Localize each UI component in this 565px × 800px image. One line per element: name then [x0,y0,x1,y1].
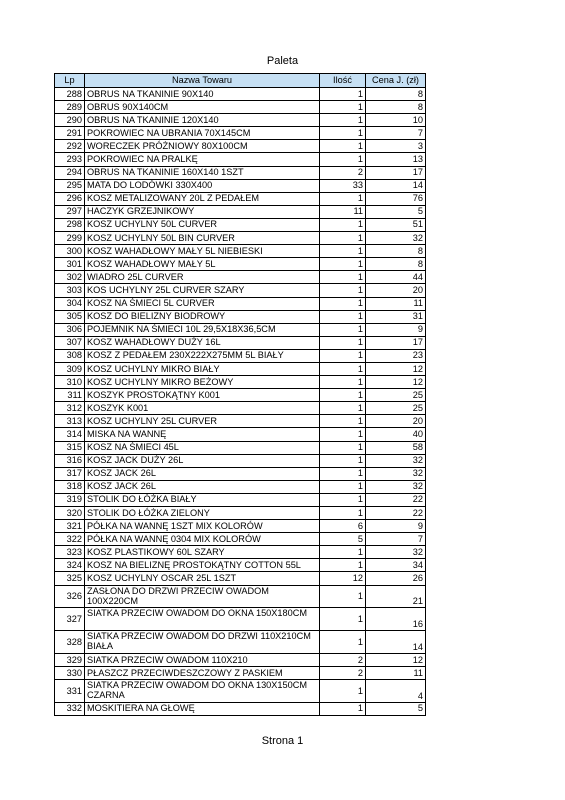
cell-price: 32 [366,467,426,480]
table-row [55,667,426,680]
table-row [55,258,426,271]
cell-name: OBRUS NA TKANINIE 160X140 1SZT [85,166,320,179]
table-row [55,441,426,454]
cell-lp: 313 [55,415,85,428]
table-row [55,127,426,140]
cell-name: MATA DO LODÓWKI 330X400 [85,179,320,192]
table-row [55,336,426,349]
cell-price: 9 [366,520,426,533]
cell-name: ZASŁONA DO DRZWI PRZECIW OWADOM 100X220CM [85,585,320,608]
cell-price: 5 [366,702,426,715]
cell-lp: 289 [55,101,85,114]
table-row [55,349,426,362]
cell-lp: 305 [55,310,85,323]
cell-price: 8 [366,88,426,101]
cell-qty: 1 [320,362,366,375]
cell-qty: 1 [320,402,366,415]
table-row [55,480,426,493]
cell-name: KOSZ UCHYLNY OSCAR 25L 1SZT [85,572,320,585]
table-row [55,297,426,310]
cell-lp: 319 [55,493,85,506]
cell-name: KOSZ JACK DUŻY 26L [85,454,320,467]
cell-price: 14 [366,631,426,654]
table-row [55,631,426,654]
cell-price: 20 [366,284,426,297]
column-header-name: Nazwa Towaru [85,74,320,88]
table-row [55,428,426,441]
table-row [55,493,426,506]
table-row [55,140,426,153]
cell-name: SIATKA PRZECIW OWADOM 110X210 [85,653,320,666]
cell-name: KOSZ WAHADŁOWY DUŻY 16L [85,336,320,349]
cell-price: 13 [366,153,426,166]
table-row [55,114,426,127]
cell-name: POKROWIEC NA UBRANIA 70X145CM [85,127,320,140]
cell-lp: 331 [55,680,85,703]
cell-qty: 12 [320,572,366,585]
table-row [55,232,426,245]
cell-price: 25 [366,389,426,402]
table-row [55,88,426,101]
cell-name: POKROWIEC NA PRALKĘ [85,153,320,166]
cell-price: 76 [366,192,426,205]
cell-name: KOSZ NA ŚMIECI 5L CURVER [85,297,320,310]
cell-lp: 295 [55,179,85,192]
table-row [55,323,426,336]
cell-qty: 11 [320,205,366,218]
cell-name: STOLIK DO ŁÓŻKA BIAŁY [85,493,320,506]
cell-qty: 1 [320,389,366,402]
cell-qty: 1 [320,680,366,703]
table-row [55,166,426,179]
cell-price: 7 [366,127,426,140]
cell-name: SIATKA PRZECIW OWADOM DO OKNA 150X180CM [85,608,320,631]
cell-lp: 329 [55,653,85,666]
cell-lp: 311 [55,389,85,402]
cell-lp: 309 [55,362,85,375]
cell-qty: 1 [320,88,366,101]
table-row [55,245,426,258]
cell-price: 44 [366,271,426,284]
products-table [54,73,426,716]
cell-lp: 310 [55,376,85,389]
cell-price: 12 [366,362,426,375]
table-row [55,507,426,520]
cell-lp: 314 [55,428,85,441]
cell-lp: 327 [55,608,85,631]
table-header-row [55,74,426,88]
cell-lp: 330 [55,667,85,680]
cell-name: KOSZ WAHADŁOWY MAŁY 5L [85,258,320,271]
cell-price: 31 [366,310,426,323]
cell-price: 17 [366,336,426,349]
cell-lp: 317 [55,467,85,480]
cell-price: 25 [366,402,426,415]
cell-price: 40 [366,428,426,441]
table-row [55,680,426,703]
cell-name: KOSZ PLASTIKOWY 60L SZARY [85,546,320,559]
cell-lp: 324 [55,559,85,572]
cell-qty: 1 [320,631,366,654]
cell-qty: 1 [320,559,366,572]
cell-qty: 1 [320,441,366,454]
table-row [55,218,426,231]
cell-price: 32 [366,232,426,245]
cell-qty: 6 [320,520,366,533]
cell-name: KOSZ DO BIELIZNY BIODROWY [85,310,320,323]
cell-price: 20 [366,415,426,428]
cell-lp: 298 [55,218,85,231]
cell-qty: 2 [320,166,366,179]
cell-name: KOSZ JACK 26L [85,467,320,480]
cell-qty: 1 [320,702,366,715]
cell-name: KOSZ UCHYLNY 25L CURVER [85,415,320,428]
cell-lp: 326 [55,585,85,608]
cell-qty: 1 [320,585,366,608]
cell-lp: 320 [55,507,85,520]
table-row [55,585,426,608]
cell-price: 5 [366,205,426,218]
table-row [55,546,426,559]
cell-name: OBRUS 90X140CM [85,101,320,114]
cell-lp: 291 [55,127,85,140]
cell-price: 32 [366,480,426,493]
cell-name: OBRUS NA TKANINIE 120X140 [85,114,320,127]
cell-qty: 2 [320,653,366,666]
cell-price: 21 [366,585,426,608]
table-row [55,376,426,389]
cell-name: KOSZYK K001 [85,402,320,415]
cell-name: OBRUS NA TKANINIE 90X140 [85,88,320,101]
table-row [55,310,426,323]
cell-name: KOSZ UCHYLNY MIKRO BIAŁY [85,362,320,375]
cell-lp: 296 [55,192,85,205]
cell-lp: 293 [55,153,85,166]
table-row [55,284,426,297]
cell-lp: 303 [55,284,85,297]
table-row [55,653,426,666]
cell-qty: 1 [320,415,366,428]
cell-lp: 294 [55,166,85,179]
cell-price: 11 [366,667,426,680]
table-row [55,271,426,284]
table-row [55,402,426,415]
cell-name: PÓŁKA NA WANNĘ 1SZT MIX KOLORÓW [85,520,320,533]
cell-qty: 2 [320,667,366,680]
cell-qty: 1 [320,608,366,631]
cell-lp: 304 [55,297,85,310]
cell-price: 11 [366,297,426,310]
cell-qty: 1 [320,258,366,271]
cell-qty: 1 [320,323,366,336]
cell-qty: 1 [320,454,366,467]
cell-lp: 299 [55,232,85,245]
table-row [55,153,426,166]
cell-price: 10 [366,114,426,127]
cell-name: KOSZYK PROSTOKĄTNY K001 [85,389,320,402]
cell-qty: 1 [320,493,366,506]
cell-name: MOSKITIERA NA GŁOWĘ [85,702,320,715]
cell-lp: 318 [55,480,85,493]
cell-qty: 1 [320,192,366,205]
cell-name: PŁASZCZ PRZECIWDESZCZOWY Z PASKIEM [85,667,320,680]
cell-qty: 1 [320,546,366,559]
table-row [55,415,426,428]
cell-price: 51 [366,218,426,231]
cell-qty: 1 [320,127,366,140]
table-row [55,702,426,715]
cell-lp: 301 [55,258,85,271]
cell-lp: 290 [55,114,85,127]
cell-qty: 1 [320,153,366,166]
cell-price: 8 [366,101,426,114]
cell-qty: 1 [320,245,366,258]
cell-price: 22 [366,507,426,520]
cell-lp: 328 [55,631,85,654]
cell-lp: 307 [55,336,85,349]
table-row [55,559,426,572]
cell-qty: 1 [320,271,366,284]
table-row [55,520,426,533]
cell-price: 34 [366,559,426,572]
cell-name: WIADRO 25L CURVER [85,271,320,284]
cell-price: 12 [366,653,426,666]
column-header-lp: Lp [55,74,85,88]
cell-price: 32 [366,546,426,559]
table-row [55,608,426,631]
cell-name: KOSZ UCHYLNY 50L CURVER [85,218,320,231]
cell-lp: 306 [55,323,85,336]
cell-name: HACZYK GRZEJNIKOWY [85,205,320,218]
cell-qty: 1 [320,297,366,310]
table-row [55,467,426,480]
cell-qty: 1 [320,507,366,520]
cell-price: 7 [366,533,426,546]
cell-price: 26 [366,572,426,585]
cell-name: KOSZ METALIZOWANY 20L Z PEDAŁEM [85,192,320,205]
cell-qty: 1 [320,336,366,349]
cell-qty: 1 [320,467,366,480]
cell-lp: 321 [55,520,85,533]
cell-lp: 332 [55,702,85,715]
cell-price: 32 [366,454,426,467]
cell-name: STOLIK DO ŁÓŻKA ZIELONY [85,507,320,520]
cell-name: POJEMNIK NA ŚMIECI 10L 29,5X18X36,5CM [85,323,320,336]
table-body [55,88,426,716]
cell-name: KOSZ UCHYLNY 50L BIN CURVER [85,232,320,245]
cell-name: SIATKA PRZECIW OWADOM DO OKNA 130X150CM CZARNA [85,680,320,703]
table-row [55,179,426,192]
cell-lp: 312 [55,402,85,415]
cell-qty: 1 [320,232,366,245]
cell-qty: 1 [320,140,366,153]
column-header-qty: Ilość [320,74,366,88]
table-row [55,192,426,205]
page-title: Paleta [266,55,299,67]
cell-qty: 1 [320,349,366,362]
cell-name: SIATKA PRZECIW OWADOM DO DRZWI 110X210CM BIAŁA [85,631,320,654]
cell-price: 17 [366,166,426,179]
cell-qty: 1 [320,376,366,389]
cell-lp: 323 [55,546,85,559]
cell-name: KOSZ NA BIELIZNĘ PROSTOKĄTNY COTTON 55L [85,559,320,572]
cell-qty: 1 [320,480,366,493]
cell-lp: 316 [55,454,85,467]
table-row [55,533,426,546]
cell-lp: 288 [55,88,85,101]
cell-lp: 315 [55,441,85,454]
page-number: Strona 1 [261,735,304,747]
column-header-price: Cena J. (zł) [366,74,426,88]
table-row [55,101,426,114]
cell-lp: 292 [55,140,85,153]
cell-qty: 1 [320,101,366,114]
cell-price: 23 [366,349,426,362]
cell-name: KOS UCHYLNY 25L CURVER SZARY [85,284,320,297]
table-row [55,572,426,585]
cell-name: KOSZ JACK 26L [85,480,320,493]
cell-name: WORECZEK PRÓŻNIOWY 80X100CM [85,140,320,153]
cell-qty: 1 [320,284,366,297]
cell-price: 12 [366,376,426,389]
cell-price: 16 [366,608,426,631]
cell-price: 9 [366,323,426,336]
cell-lp: 308 [55,349,85,362]
cell-qty: 1 [320,218,366,231]
table-row [55,389,426,402]
cell-qty: 1 [320,428,366,441]
cell-qty: 1 [320,114,366,127]
cell-lp: 325 [55,572,85,585]
cell-lp: 297 [55,205,85,218]
cell-lp: 302 [55,271,85,284]
cell-price: 22 [366,493,426,506]
cell-name: KOSZ NA ŚMIECI 45L [85,441,320,454]
cell-qty: 1 [320,310,366,323]
cell-name: KOSZ WAHADŁOWY MAŁY 5L NIEBIESKI [85,245,320,258]
cell-lp: 322 [55,533,85,546]
table-row [55,454,426,467]
cell-price: 8 [366,258,426,271]
cell-name: KOSZ UCHYLNY MIKRO BEŻOWY [85,376,320,389]
cell-price: 58 [366,441,426,454]
cell-name: MISKA NA WANNĘ [85,428,320,441]
cell-qty: 5 [320,533,366,546]
table-row [55,205,426,218]
cell-price: 4 [366,680,426,703]
cell-price: 3 [366,140,426,153]
cell-name: KOSZ Z PEDAŁEM 230X222X275MM 5L BIAŁY [85,349,320,362]
cell-price: 14 [366,179,426,192]
cell-price: 8 [366,245,426,258]
cell-name: PÓŁKA NA WANNĘ 0304 MIX KOLORÓW [85,533,320,546]
cell-qty: 33 [320,179,366,192]
cell-lp: 300 [55,245,85,258]
table-row [55,362,426,375]
